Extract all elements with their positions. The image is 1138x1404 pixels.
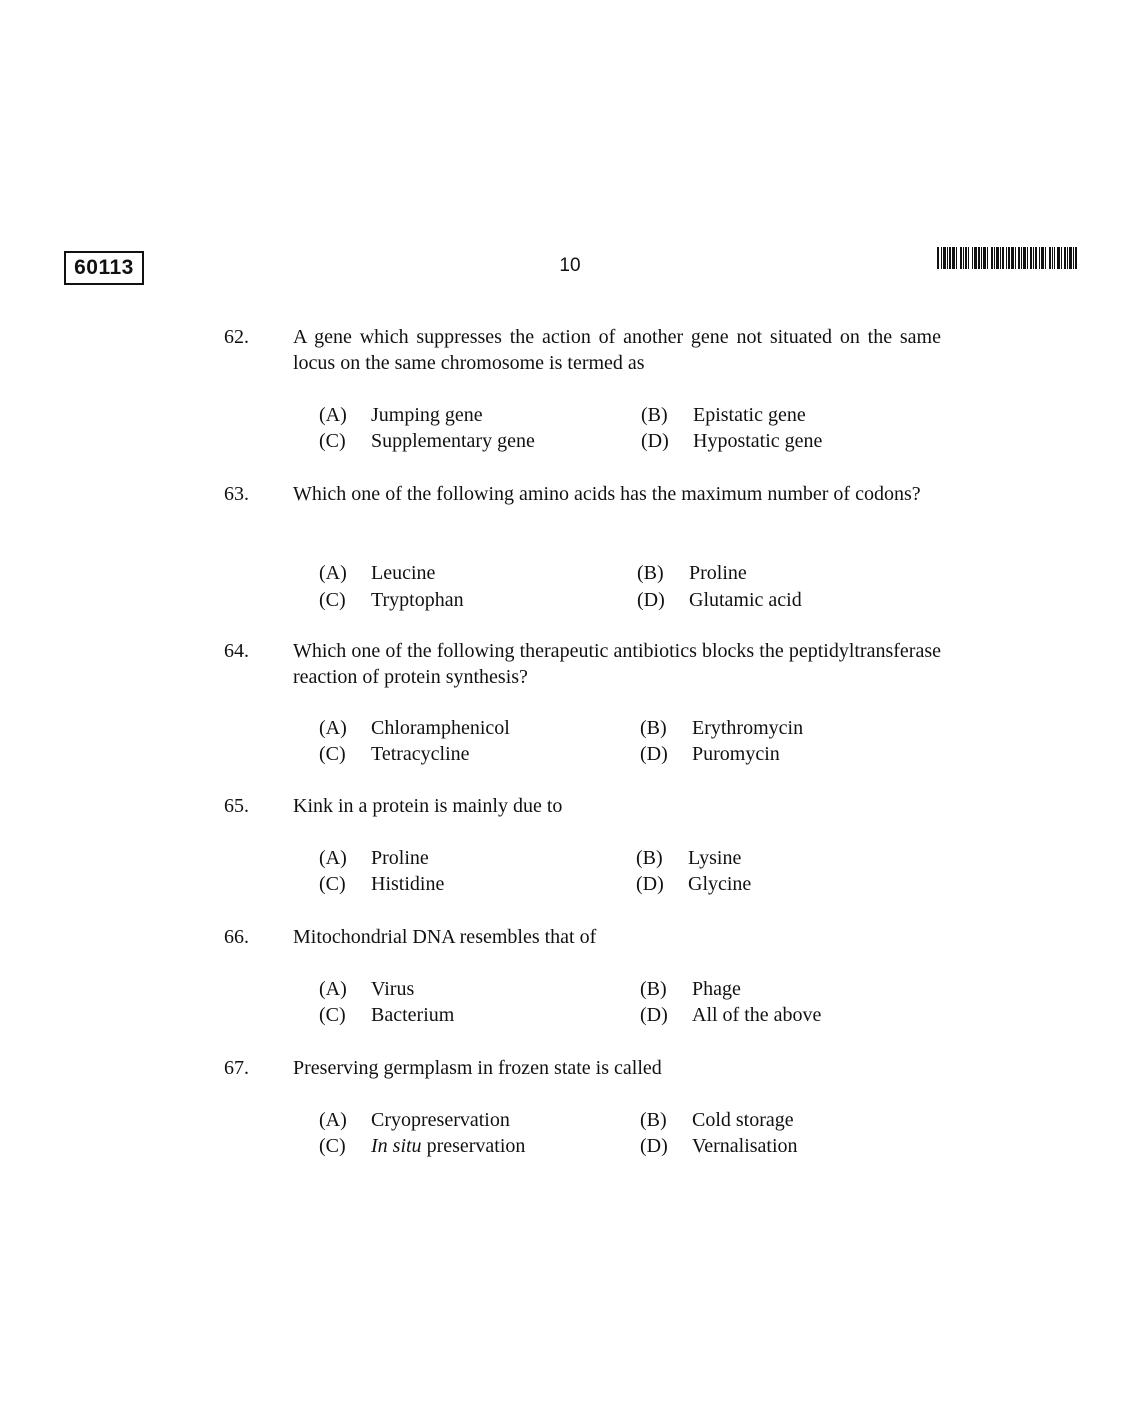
option-b: [640, 976, 741, 1002]
option-text: preservation: [421, 1135, 526, 1157]
option-letter: (A): [319, 978, 347, 1000]
option-letter: (A): [319, 404, 347, 426]
option-text: Tryptophan: [371, 589, 464, 611]
option-letter: (B): [637, 562, 664, 584]
option-text: All of the above: [692, 1004, 822, 1026]
option-text: Proline: [689, 562, 747, 584]
option-letter: (A): [319, 717, 347, 739]
option-letter: (D): [637, 589, 665, 611]
option-text: Phage: [692, 978, 741, 1000]
option-letter: (C): [319, 430, 346, 452]
option-letter: (D): [640, 1004, 668, 1026]
option-c: [319, 871, 444, 897]
option-d: [640, 1002, 821, 1028]
option-a: [319, 715, 510, 741]
option-text: Epistatic gene: [693, 404, 806, 426]
option-b: [637, 560, 747, 586]
question-number: 67.: [224, 1057, 249, 1079]
option-letter: (A): [319, 847, 347, 869]
question-number: 65.: [224, 795, 249, 817]
option-d: [637, 587, 802, 613]
option-a: [319, 402, 483, 428]
option-letter: (D): [640, 1135, 668, 1157]
option-a: [319, 845, 429, 871]
option-c: [319, 587, 464, 613]
option-text: Jumping gene: [371, 404, 483, 426]
option-letter: (C): [319, 1135, 346, 1157]
option-b: [640, 715, 803, 741]
option-a: [319, 560, 435, 586]
option-d: [641, 428, 822, 454]
option-letter: (A): [319, 562, 347, 584]
option-text: Vernalisation: [692, 1135, 798, 1157]
question-text: Mitochondrial DNA resembles that of: [293, 926, 597, 948]
option-d: [640, 741, 780, 767]
option-b: [641, 402, 806, 428]
option-text: Proline: [371, 847, 429, 869]
question-text: Kink in a protein is mainly due to: [293, 795, 563, 817]
option-letter: (A): [319, 1109, 347, 1131]
paper-code-box: 60113: [64, 251, 144, 285]
option-c: [319, 741, 470, 767]
option-text: Virus: [371, 978, 415, 1000]
option-letter: (B): [640, 1109, 667, 1131]
question-number: 66.: [224, 926, 249, 948]
option-text: Glycine: [688, 873, 752, 895]
option-letter: (B): [636, 847, 663, 869]
option-letter: (B): [640, 978, 667, 1000]
option-c: [319, 428, 535, 454]
question-text: Which one of the following amino acids has the maximum number of codons?: [293, 483, 921, 505]
option-letter: (D): [636, 873, 664, 895]
option-text: Leucine: [371, 562, 436, 584]
option-text: Hypostatic gene: [693, 430, 823, 452]
option-a: [319, 976, 414, 1002]
option-c: [319, 1133, 525, 1159]
question-number: 62.: [224, 326, 249, 348]
option-letter: (D): [641, 430, 669, 452]
option-a: [319, 1107, 510, 1133]
option-b: [640, 1107, 794, 1133]
option-text-italic: In situ: [371, 1135, 422, 1157]
question-text: Preserving germplasm in frozen state is called: [293, 1057, 662, 1079]
option-text: Chloramphenicol: [371, 717, 510, 739]
option-letter: (D): [640, 743, 668, 765]
question-text: A gene which suppresses the action of another gene not situated on the same locus on the same chromosome is termed as: [293, 326, 941, 374]
option-text: Histidine: [371, 873, 445, 895]
question-number: 64.: [224, 640, 249, 662]
option-letter: (C): [319, 873, 346, 895]
option-letter: (B): [640, 717, 667, 739]
option-c: [319, 1002, 454, 1028]
option-text: Puromycin: [692, 743, 780, 765]
option-letter: (C): [319, 743, 346, 765]
barcode-graphic: [937, 247, 1077, 269]
option-text: Cryopreservation: [371, 1109, 510, 1131]
option-text: Bacterium: [371, 1004, 455, 1026]
option-b: [636, 845, 741, 871]
question-number: 63.: [224, 483, 249, 505]
question-text: Which one of the following therapeutic antibiotics blocks the peptidyltransferase reaction of protein synthesis?: [293, 640, 941, 688]
page-number: 10: [559, 255, 581, 276]
option-letter: (C): [319, 589, 346, 611]
option-d: [636, 871, 751, 897]
option-d: [640, 1133, 798, 1159]
option-text: Tetracycline: [371, 743, 470, 765]
option-text: Supplementary gene: [371, 430, 535, 452]
option-text: Cold storage: [692, 1109, 794, 1131]
option-text: Lysine: [688, 847, 742, 869]
option-letter: (C): [319, 1004, 346, 1026]
option-letter: (B): [641, 404, 668, 426]
option-text: Glutamic acid: [689, 589, 802, 611]
option-text: Erythromycin: [692, 717, 804, 739]
